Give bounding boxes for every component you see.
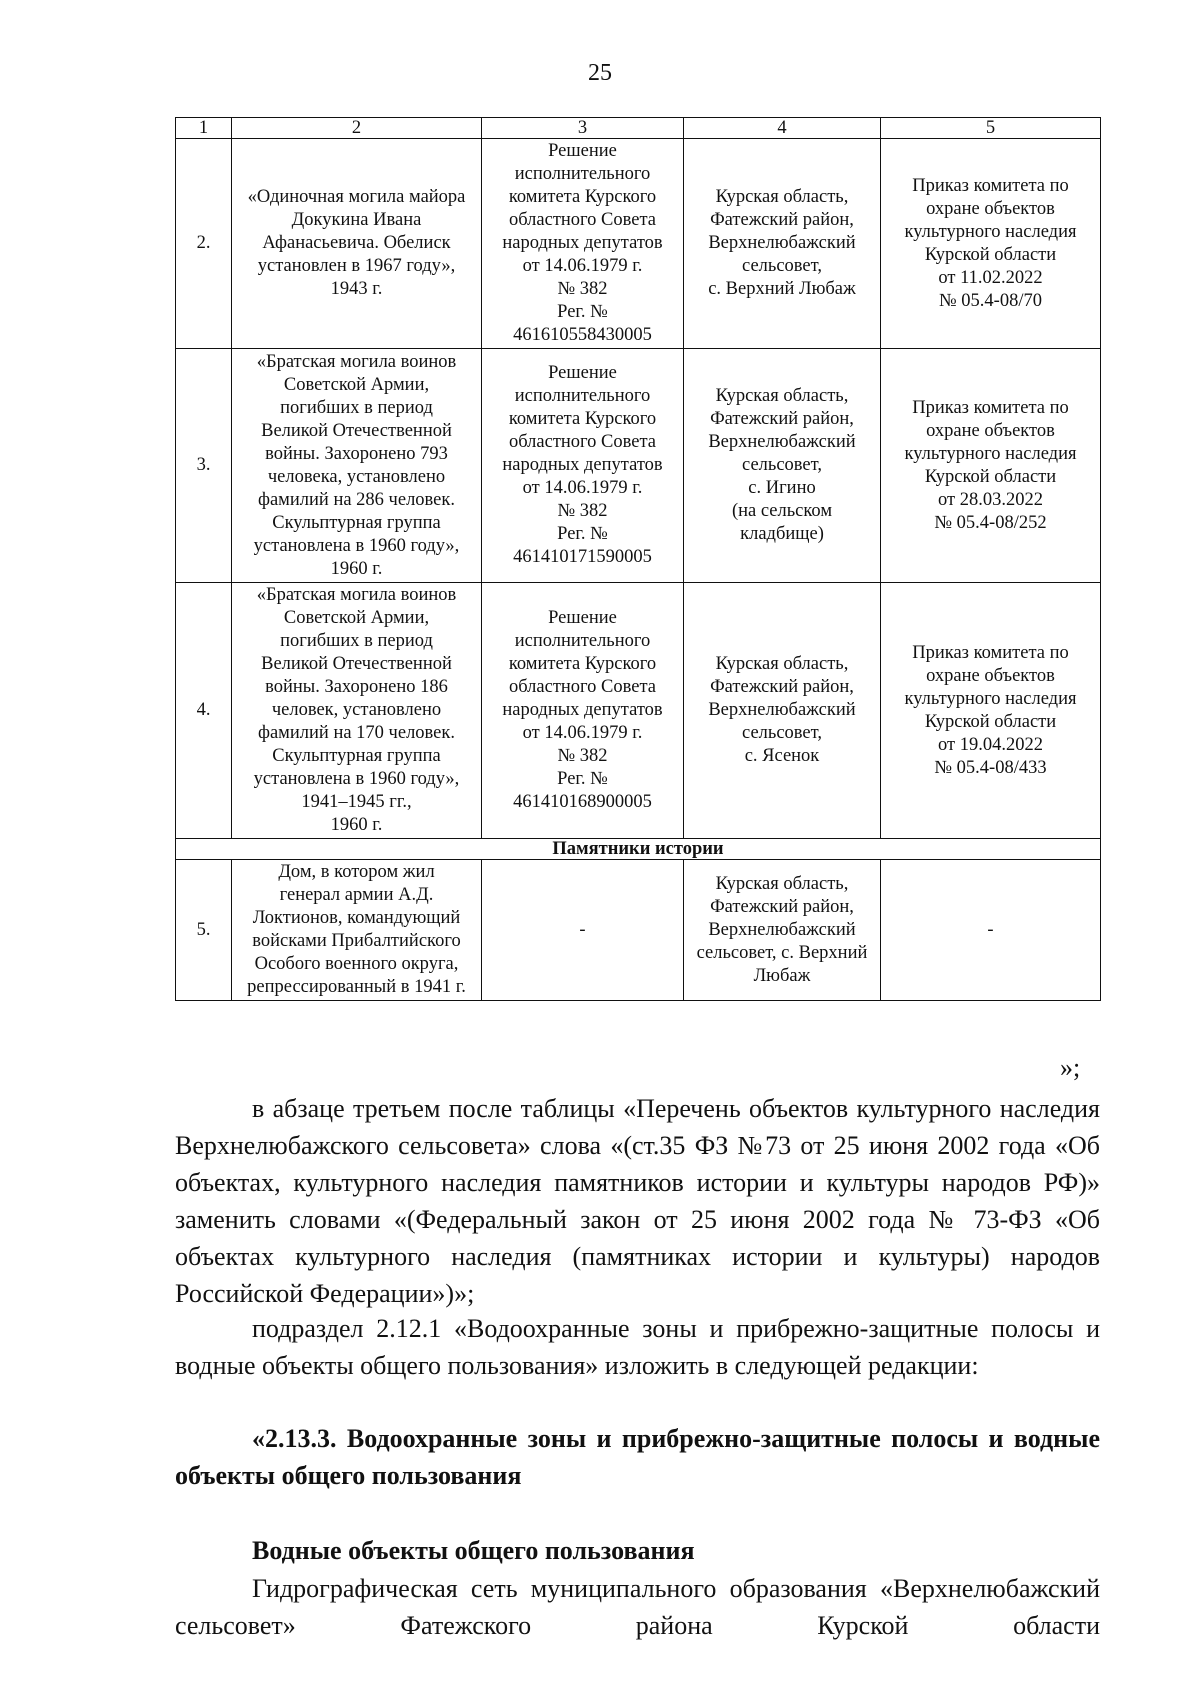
object-name-line: Советской Армии, — [283, 608, 430, 628]
committee-order-line: культурного наследия — [904, 221, 1077, 242]
committee-order-line: от 19.04.2022 — [938, 734, 1043, 755]
decision-document-line: Рег. № — [557, 769, 608, 789]
object-address-line: сельсовет, — [742, 455, 822, 475]
decision-document-line: от 14.06.1979 г. — [522, 256, 643, 276]
object-name-line: Особого военного округа, — [254, 954, 459, 974]
object-name-line: Советской Армии, — [283, 374, 430, 395]
committee-order-line: охране объектов — [926, 198, 1055, 219]
decision-document-line: от 14.06.1979 г. — [522, 478, 643, 498]
amendment-paragraph-1 — [175, 1090, 1100, 1312]
object-name-line: 1960 г. — [330, 815, 383, 835]
row-number: 3. — [176, 349, 232, 583]
decision-document-line: народных депутатов — [502, 455, 663, 475]
object-name-line: 1960 г. — [330, 558, 383, 579]
amendment-paragraph-2 — [175, 1310, 1100, 1384]
object-name-line: 1943 г. — [330, 279, 383, 299]
object-address-line: с. Ясенок — [744, 746, 820, 766]
decision-document-line: исполнительного — [514, 386, 651, 406]
decision-document-line: 461610558430005 — [513, 325, 652, 345]
object-name — [232, 860, 482, 1001]
table-header-row — [176, 118, 1101, 139]
decision-document-line: исполнительного — [514, 631, 651, 651]
committee-order-line: охране объектов — [926, 665, 1055, 686]
object-name-line: Великой Отечественной — [261, 420, 452, 441]
object-name — [232, 139, 482, 349]
committee-order-line: культурного наследия — [904, 688, 1077, 709]
section-heading — [175, 1420, 1100, 1494]
object-address-line: кладбище) — [740, 524, 824, 544]
object-name-line: Дом, в котором жил — [278, 862, 435, 882]
object-address — [684, 139, 881, 349]
section-title: Памятники истории — [176, 839, 1101, 860]
committee-order: - — [881, 860, 1101, 1001]
decision-document-line: 461410171590005 — [513, 547, 652, 567]
column-number-5: 5 — [881, 118, 1101, 139]
object-name-line: человек, установлено — [271, 700, 442, 720]
decision-document — [482, 349, 684, 583]
table-row — [176, 583, 1101, 839]
closing-quote: »; — [1060, 1053, 1081, 1082]
object-name-line: репрессированный в 1941 г. — [247, 977, 466, 997]
table-row — [176, 349, 1101, 583]
decision-document-line: Решение — [548, 608, 617, 628]
committee-order-line: охране объектов — [926, 420, 1055, 441]
decision-document-line: областного Совета — [508, 677, 657, 697]
object-name-line: войны. Захоронено 793 — [265, 443, 448, 464]
object-name-line: генерал армии А.Д. — [279, 885, 434, 905]
committee-order-line: Курской области — [924, 244, 1057, 265]
object-address-line: Курская область, — [715, 873, 849, 894]
column-number-4: 4 — [684, 118, 881, 139]
object-name-line: установлена в 1960 году», — [253, 535, 460, 556]
decision-document-line: № 382 — [557, 746, 608, 766]
decision-document-line: исполнительного — [514, 164, 651, 184]
committee-order-line: № 05.4-08/252 — [934, 512, 1047, 533]
object-address-line: Фатежский район, — [710, 677, 854, 697]
object-name — [232, 583, 482, 839]
object-address-line: Курская область, — [715, 386, 849, 406]
decision-document — [482, 583, 684, 839]
page-number: 25 — [588, 60, 612, 86]
subsection-heading — [175, 1532, 1100, 1569]
committee-order-line: № 05.4-08/433 — [934, 757, 1047, 778]
object-address-line: сельсовет, — [742, 256, 822, 276]
object-address-line: Фатежский район, — [710, 409, 854, 429]
decision-document-line: комитета Курского — [508, 654, 657, 674]
object-name-line: установлен в 1967 году», — [257, 256, 456, 276]
object-name-line: человека, установлено — [267, 466, 446, 487]
object-address-line: с. Верхний Любаж — [708, 279, 856, 299]
hydrography-paragraph — [175, 1570, 1100, 1644]
committee-order-line: Курской области — [924, 711, 1057, 732]
committee-order-line: Приказ комитета по — [912, 175, 1069, 196]
object-address-line: сельсовет, — [742, 723, 822, 743]
object-address-line: Верхнелюбажский — [708, 432, 856, 452]
object-address-line: Верхнелюбажский — [708, 233, 856, 253]
object-name-line: Афанасьевича. Обелиск — [262, 233, 451, 253]
decision-document-line: народных депутатов — [502, 233, 663, 253]
paragraph-text: Гидрографическая сеть муниципального образования «Верхнелюбажский сельсовет» Фатежского района Курской области — [175, 1574, 1100, 1640]
decision-document-line: Решение — [548, 141, 617, 161]
object-address-line: с. Игино — [748, 478, 816, 498]
object-address-line: Курская область, — [715, 187, 849, 207]
decision-document-line: Рег. № — [557, 302, 608, 322]
column-number-3: 3 — [482, 118, 684, 139]
column-number-2: 2 — [232, 118, 482, 139]
object-address-line: Верхнелюбажский — [708, 700, 856, 720]
object-name-line: установлена в 1960 году», — [253, 769, 460, 789]
committee-order-line: Приказ комитета по — [912, 397, 1069, 418]
object-name-line: Скульптурная группа — [272, 746, 441, 766]
committee-order-line: Приказ комитета по — [912, 642, 1069, 663]
decision-document-line: комитета Курского — [508, 187, 657, 207]
column-number-1: 1 — [176, 118, 232, 139]
paragraph-text: подраздел 2.12.1 «Водоохранные зоны и прибрежно-защитные полосы и водные объекты общего пользования» изложить в следующей редакции: — [175, 1314, 1100, 1380]
object-address — [684, 583, 881, 839]
row-number: 4. — [176, 583, 232, 839]
object-address-line: Верхнелюбажский — [708, 919, 856, 940]
object-name-line: «Братская могила воинов — [256, 351, 457, 372]
committee-order — [881, 139, 1101, 349]
committee-order-line: от 11.02.2022 — [938, 267, 1043, 288]
object-address-line: Фатежский район, — [710, 210, 854, 230]
decision-document-line: от 14.06.1979 г. — [522, 723, 643, 743]
table-row — [176, 139, 1101, 349]
object-name-line: Докукина Ивана — [291, 210, 422, 230]
decision-document-line: областного Совета — [508, 210, 657, 230]
heading-text: «2.13.3. Водоохранные зоны и прибрежно-защитные полосы и водные объекты общего пользования — [175, 1424, 1100, 1490]
decision-document — [482, 139, 684, 349]
row-number: 2. — [176, 139, 232, 349]
object-name-line: «Братская могила воинов — [256, 585, 457, 605]
row-number: 5. — [176, 860, 232, 1001]
committee-order-line: Курской области — [924, 466, 1057, 487]
decision-document-line: 461410168900005 — [513, 792, 652, 812]
object-name-line: Великой Отечественной — [261, 654, 452, 674]
decision-document-line: Рег. № — [557, 524, 608, 544]
committee-order-line: культурного наследия — [904, 443, 1077, 464]
decision-document-line: № 382 — [557, 501, 608, 521]
object-name-line: Скульптурная группа — [272, 512, 441, 533]
decision-document-line: № 382 — [557, 279, 608, 299]
subheading-text: Водные объекты общего пользования — [252, 1536, 695, 1565]
object-address — [684, 860, 881, 1001]
decision-document-line: областного Совета — [508, 432, 657, 452]
object-address-line: Курская область, — [715, 654, 849, 674]
object-name-line: войсками Прибалтийского — [252, 931, 461, 951]
committee-order-line: от 28.03.2022 — [938, 489, 1043, 510]
object-name-line: «Одиночная могила майора — [247, 187, 466, 207]
object-address — [684, 349, 881, 583]
section-row — [176, 839, 1101, 860]
decision-document-line: народных депутатов — [502, 700, 663, 720]
object-name-line: погибших в период — [280, 397, 433, 418]
object-address-line: Фатежский район, — [710, 896, 854, 917]
object-name-line: войны. Захоронено 186 — [265, 677, 448, 697]
committee-order-line: № 05.4-08/70 — [939, 290, 1042, 311]
paragraph-text: в абзаце третьем после таблицы «Перечень объектов культурного наследия Верхнелюбажского сельсовета» слова «(ст.35 ФЗ №73 от 25 июня 2002 года «Об объектах, культурного наследия памятников истории и культуры народов РФ)» заменить словами «(Федеральный закон от 25 июня 2002 года № 73-ФЗ «Об объектах культурного наследия (памятниках истории и культуры) народов Российской Федерации»)»; — [175, 1094, 1100, 1308]
decision-document-line: Решение — [548, 363, 617, 383]
decision-document: - — [482, 860, 684, 1001]
object-name-line: 1941–1945 гг., — [301, 792, 412, 812]
table-row — [176, 860, 1101, 1001]
object-name-line: фамилий на 170 человек. — [257, 723, 456, 743]
committee-order — [881, 349, 1101, 583]
object-name — [232, 349, 482, 583]
decision-document-line: комитета Курского — [508, 409, 657, 429]
object-address-line: сельсовет, с. Верхний — [696, 942, 868, 963]
object-name-line: Локтионов, командующий — [252, 908, 461, 928]
heritage-objects-table — [175, 117, 1101, 1001]
committee-order — [881, 583, 1101, 839]
object-address-line: (на сельском — [731, 501, 833, 521]
object-address-line: Любаж — [753, 965, 811, 986]
object-name-line: погибших в период — [280, 631, 433, 651]
object-name-line: фамилий на 286 человек. — [257, 489, 456, 510]
